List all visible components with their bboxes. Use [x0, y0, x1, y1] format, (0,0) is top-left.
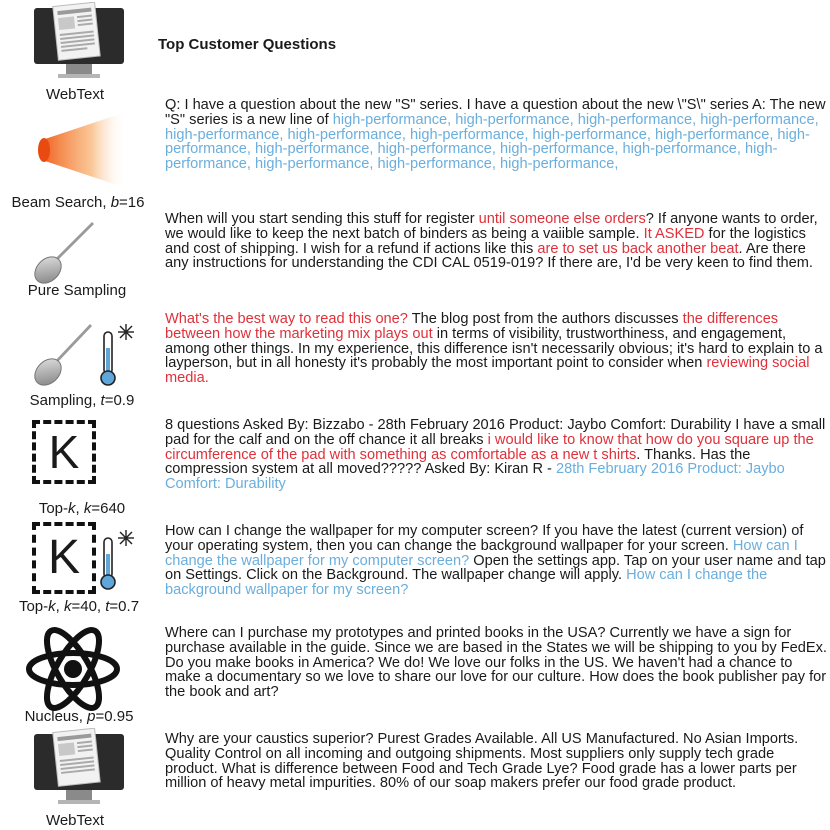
figure-title: Top Customer Questions: [158, 36, 337, 53]
k-box-thermometer-icon: [32, 522, 96, 594]
text-segment: Why are your caustics superior? Purest Grades Available. All US Manufactured. No Asian Imports. Quality Control on all incoming and outgoing shipments. Most suppliers only supply tech grade product. What is difference between Food and Tech Grade Lye? Food grade has a lower parts per million of heavy metal impurities. 80% of our soap makers prefer our food grade product.: [165, 731, 799, 792]
text-segment: The blog post from the authors discusses: [407, 311, 683, 327]
row-label-sampling: Sampling, t=0.9: [29, 392, 135, 409]
text-segment: for the logistics and cost of shipping. I wish for a refund if actions like this: [165, 225, 806, 257]
atom-icon: [26, 622, 120, 721]
row-label-beam-search: Beam Search, b=16: [11, 194, 145, 211]
row-label-top-k-640: Top-k, k=640: [38, 500, 126, 517]
text-segment: . Are there any instructions for understanding the CDI CAL 0519-019? If there are, I'd be very keen to find them.: [165, 240, 813, 272]
thermometer-snowflake-icon: [100, 528, 140, 597]
row-label-top-k-40: Top-k, k=40, t=0.7: [18, 598, 140, 615]
text-segment: How can I change the wallpaper for my computer screen? If you have the latest (current version) of your operating system, then you can change the background wallpaper for your screen.: [165, 523, 804, 554]
spoon-thermometer-icon: [32, 320, 142, 395]
row-label-webtext-bottom: WebText: [45, 812, 105, 829]
highlight-red-text: What's the best way to read this one?: [165, 311, 408, 327]
sample-text: [165, 312, 830, 386]
highlight-red-text: are to set us back another beat: [537, 240, 739, 257]
computer-monitor-icon: [32, 2, 126, 89]
text-segment: When will you start sending this stuff for register: [165, 211, 479, 227]
row-label-webtext: WebText: [45, 86, 105, 103]
text-segment: Q: I have a question about the new "S" series. I have a question about the new \"S\" series A: The new "S" series is a new line of: [165, 97, 826, 128]
highlight-red-text: until someone else orders: [478, 211, 646, 227]
sample-text: [165, 418, 830, 492]
computer-monitor-icon: [32, 728, 126, 815]
sample-text: [165, 98, 830, 172]
highlight-red-text: It ASKED: [643, 225, 705, 242]
text-segment: ? If anyone wants to order, we would like to keep the next batch of binders as being a vaiible sample.: [165, 211, 818, 242]
highlight-blue-text: 28th February 2016 Product: Jaybo Comfort: Durability: [165, 461, 785, 493]
row-label-pure-sampling: Pure Sampling: [27, 282, 127, 299]
sample-text: [165, 732, 830, 791]
text-segment: 8 questions Asked By: Bizzabo - 28th February 2016 Product: Jaybo Comfort: Durability I have a small pad for the calf and on the off chance it all breaks: [165, 417, 826, 448]
row-label-nucleus: Nucleus, p=0.95: [24, 708, 134, 725]
sample-text: [165, 524, 830, 598]
beam-light-icon: [38, 110, 128, 195]
highlight-red-text: the differences between how the marketing mix plays out: [165, 311, 779, 342]
text-segment: Where can I purchase my prototypes and printed books in the USA? Currently we have a sign for purchase available in the guide. Since we are based in the States we will be shipping to you by FedEx. Do you make books in America? We do! We love our folks in the US. We haven't had a chance to make a documentary so we love to share our love for our culture. How does the book publisher pay for the book and art?: [165, 625, 827, 701]
sample-text: [165, 626, 830, 700]
text-segment: . Thanks. Has the compression system at all moved????? Asked By: Kiran R -: [165, 446, 751, 478]
k-letter: K: [48, 426, 80, 478]
text-segment: Open the settings app. Tap on your user name and tap on Settings. Click on the Background. The wallpaper change will apply.: [165, 552, 826, 584]
highlight-red-text: i would like to know that how do you square up the circumference of the pad with something as comfortable as a new t shirts: [165, 431, 814, 463]
text-segment: in terms of visibility, trustworthiness, and engagement, among other things. In my experience, this difference isn't necessarily obvious; it's hard to explain to a layperson, but in all honesty it's probably the most important point to consider when: [165, 325, 823, 372]
highlight-blue-text: How can I change the background wallpaper for my screen?: [165, 567, 768, 599]
highlight-blue-text: How can I change the wallpaper for my computer screen?: [165, 537, 798, 569]
highlight-blue-text: high-performance, high-performance, high-performance, high-performance, high-performance, high-performance, high-performance, high-performance, high-performance, high-performance, high-performance, high-performance, high-performance, high-performance, high-performance, high-performance, high-performance, high-performance,: [165, 111, 819, 173]
spoon-icon: [32, 218, 102, 289]
k-letter: K: [47, 531, 80, 584]
k-box-icon: [32, 420, 96, 484]
sample-text: [165, 212, 830, 271]
highlight-red-text: reviewing social media.: [165, 355, 810, 387]
